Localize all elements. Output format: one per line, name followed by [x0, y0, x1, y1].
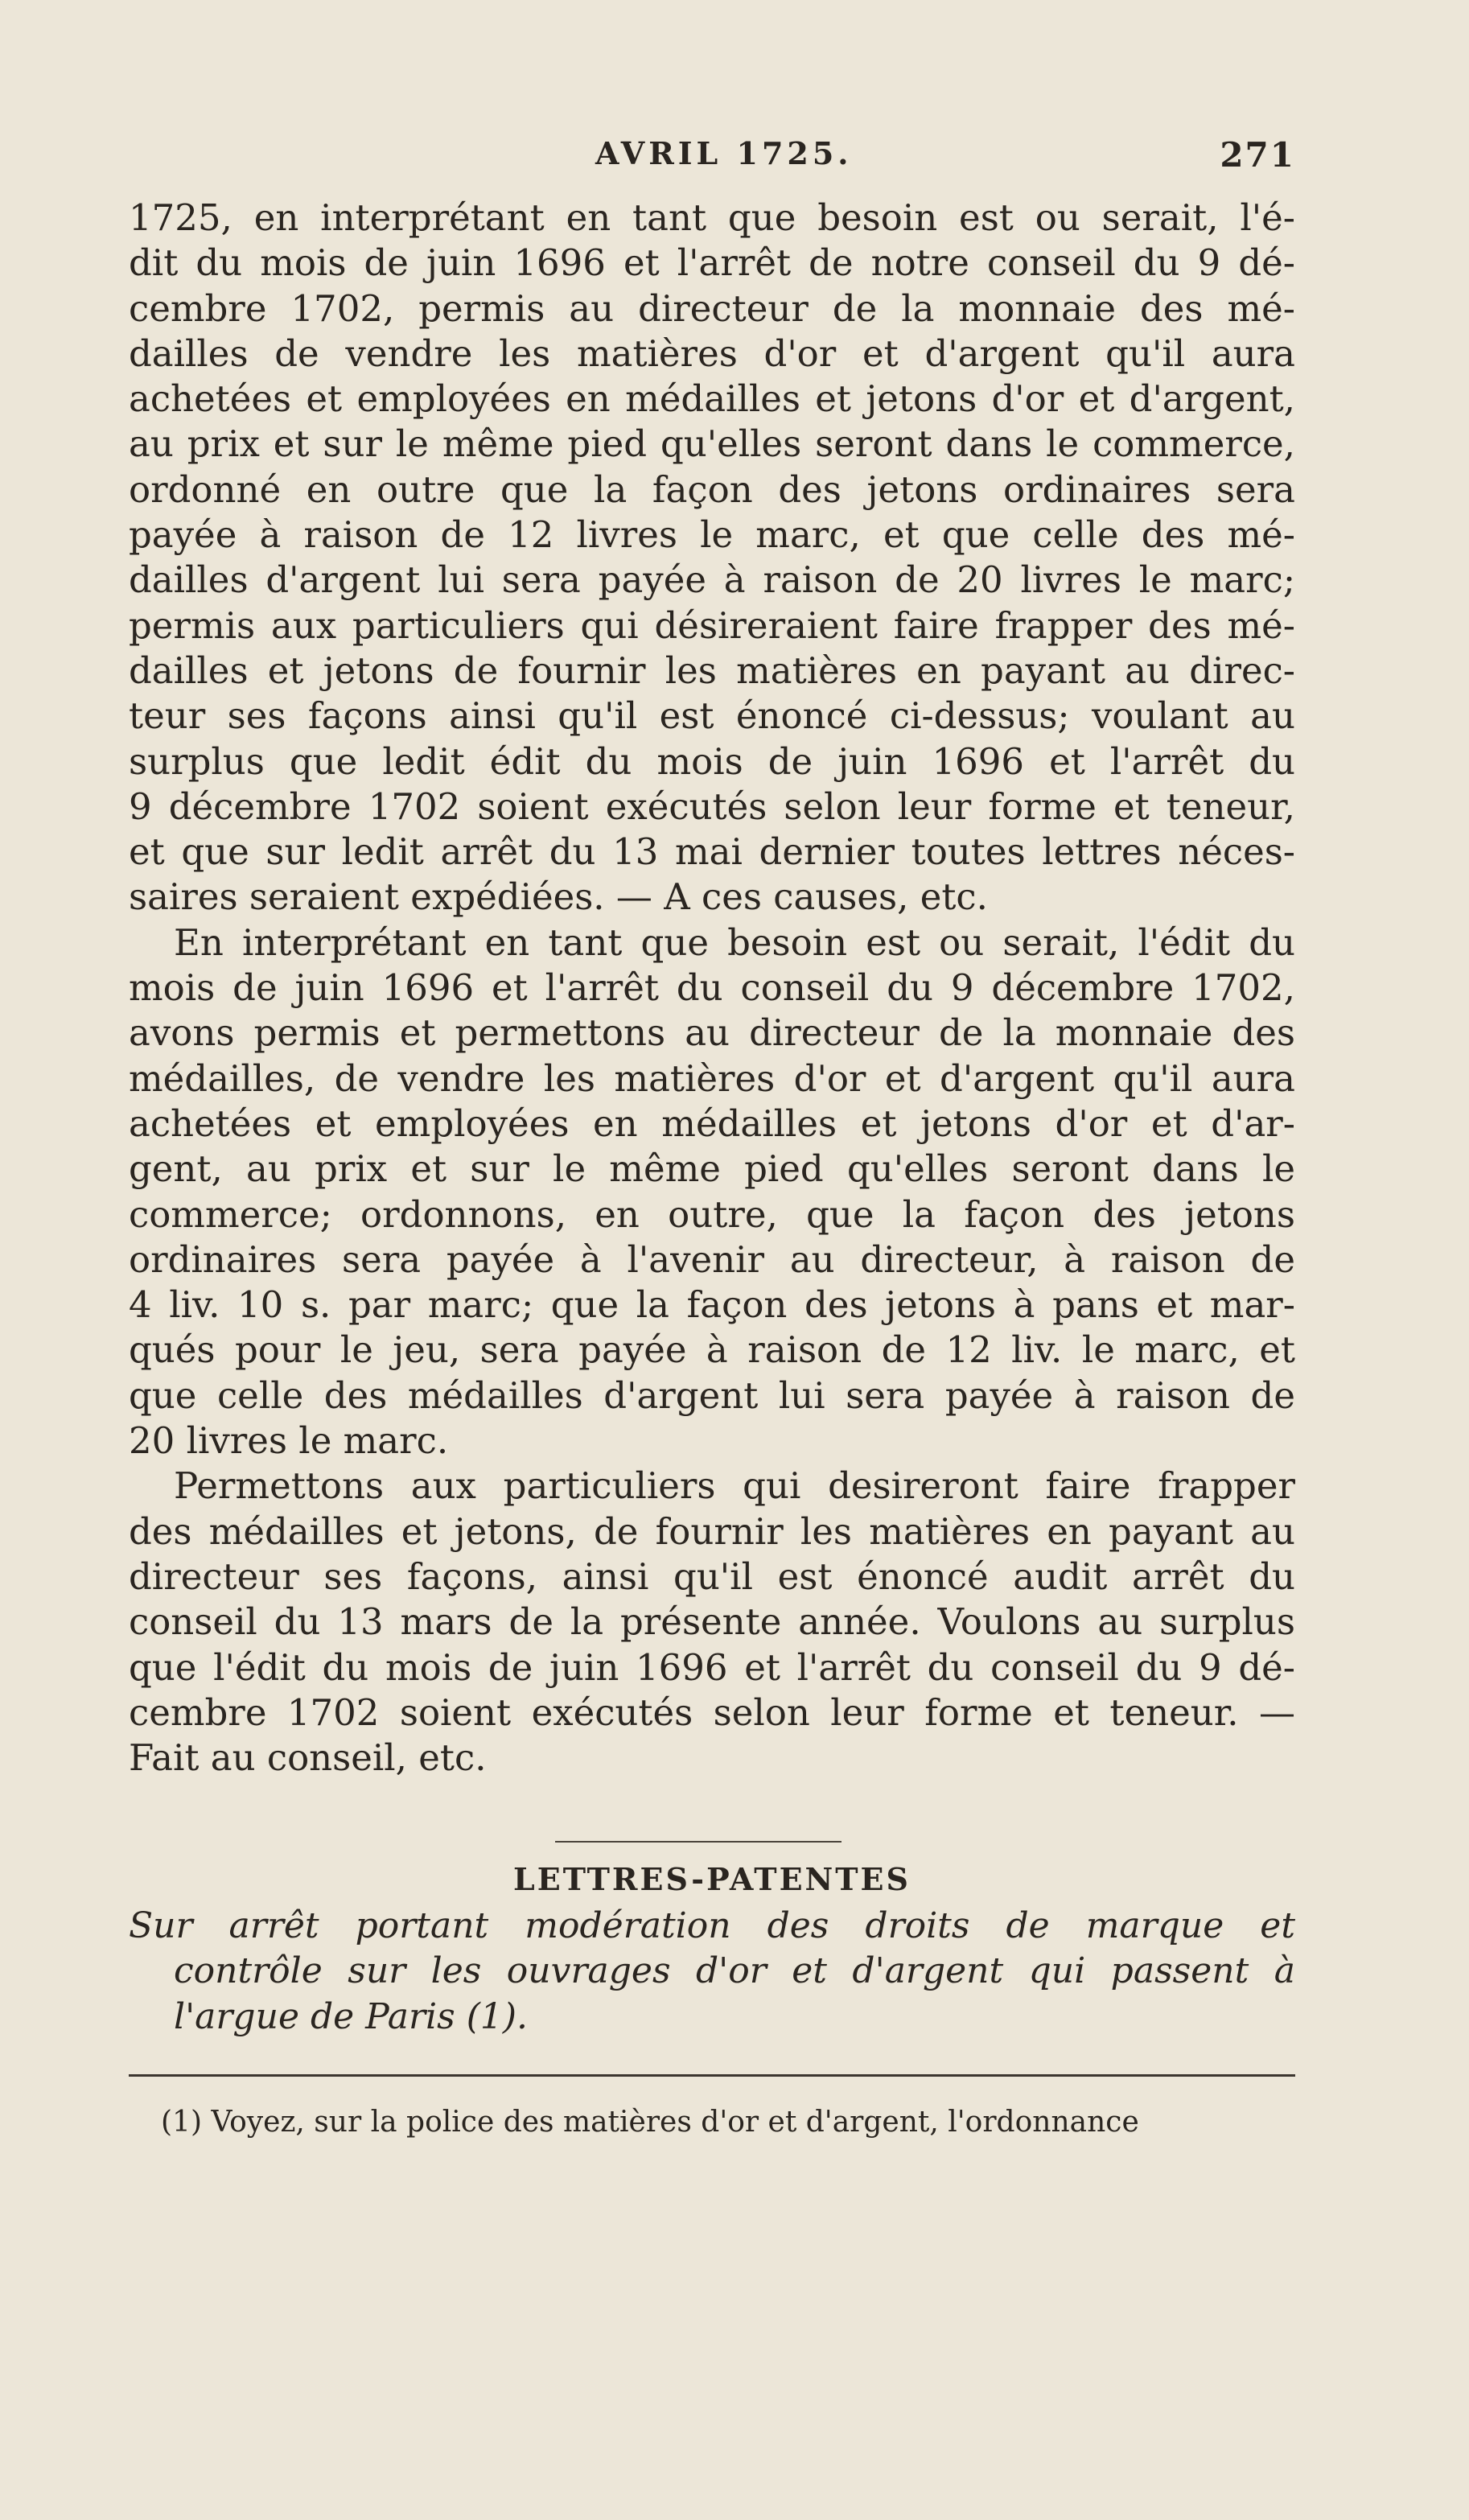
body-line: que celle des médailles d'argent lui sera payée à raison de	[129, 1373, 1295, 1417]
body-line: payée à raison de 12 livres le marc, et que celle des mé-	[129, 513, 1295, 557]
section-title: LETTRES-PATENTES	[513, 1861, 911, 1897]
section-divider	[555, 1841, 841, 1843]
body-line: des médailles et jetons, de fournir les matières en payant au	[129, 1509, 1295, 1553]
body-line: saires seraient expédiées. — A ces causes, etc.	[129, 875, 988, 919]
footnote-rule	[129, 2074, 1295, 2077]
body-line: surplus que ledit édit du mois de juin 1696 et l'arrêt du	[129, 739, 1295, 783]
body-line: teur ses façons ainsi qu'il est énoncé ci-dessus; voulant au	[129, 694, 1295, 738]
subtitle-line: contrôle sur les ouvrages d'or et d'argent qui passent à	[174, 1950, 1295, 1992]
body-line: commerce; ordonnons, en outre, que la façon des jetons	[129, 1192, 1295, 1236]
body-line: conseil du 13 mars de la présente année. Voulons au surplus	[129, 1600, 1295, 1644]
body-line: ordinaires sera payée à l'avenir au directeur, à raison de	[129, 1237, 1295, 1281]
body-line: directeur ses façons, ainsi qu'il est énoncé audit arrêt du	[129, 1554, 1295, 1598]
running-header	[129, 135, 1295, 183]
subtitle-line: l'argue de Paris (1).	[174, 1995, 528, 2037]
body-line: Fait au conseil, etc.	[129, 1736, 487, 1780]
body-text	[129, 196, 1295, 1781]
body-line: achetées et employées en médailles et jetons d'or et d'argent,	[129, 377, 1295, 421]
body-line: 20 livres le marc.	[129, 1419, 449, 1463]
body-line: que l'édit du mois de juin 1696 et l'arrêt du conseil du 9 dé-	[129, 1645, 1295, 1689]
body-line: 4 liv. 10 s. par marc; que la façon des jetons à pans et mar-	[129, 1283, 1295, 1327]
body-line: qués pour le jeu, sera payée à raison de 12 liv. le marc, et	[129, 1328, 1295, 1372]
body-line: 1725, en interprétant en tant que besoin est ou serait, l'é-	[129, 196, 1295, 239]
body-line: ordonné en outre que la façon des jetons ordinaires sera	[129, 467, 1295, 511]
body-line: gent, au prix et sur le même pied qu'elles seront dans le	[129, 1147, 1295, 1191]
body-line: avons permis et permettons au directeur de la monnaie des	[129, 1011, 1295, 1055]
body-line: permis aux particuliers qui désireraient faire frapper des mé-	[129, 603, 1295, 647]
body-line: mois de juin 1696 et l'arrêt du conseil du 9 décembre 1702,	[129, 966, 1295, 1010]
subtitle-line: Sur arrêt portant modération des droits de marque et	[129, 1905, 1295, 1946]
body-line: achetées et employées en médailles et jetons d'or et d'ar-	[129, 1101, 1295, 1145]
body-line: dailles d'argent lui sera payée à raison de 20 livres le marc;	[129, 558, 1295, 602]
header-title: AVRIL 1725.	[595, 135, 853, 171]
body-line: cembre 1702, permis au directeur de la monnaie des mé-	[129, 286, 1295, 330]
body-line: cembre 1702 soient exécutés selon leur forme et teneur. —	[129, 1690, 1295, 1734]
paragraph-start-line: Permettons aux particuliers qui desireront faire frapper	[174, 1464, 1295, 1508]
section-subtitle	[129, 1904, 1295, 2040]
body-line: au prix et sur le même pied qu'elles seront dans le commerce,	[129, 422, 1295, 466]
footnote: (1) Voyez, sur la police des matières d'or et d'argent, l'ordonnance	[161, 2106, 1139, 2139]
paragraph-start-line: En interprétant en tant que besoin est ou serait, l'édit du	[174, 920, 1295, 964]
body-line: 9 décembre 1702 soient exécutés selon leur forme et teneur,	[129, 784, 1295, 828]
body-line: dailles et jetons de fournir les matières en payant au direc-	[129, 649, 1295, 692]
body-line: médailles, de vendre les matières d'or et d'argent qu'il aura	[129, 1056, 1295, 1100]
body-line: et que sur ledit arrêt du 13 mai dernier toutes lettres néces-	[129, 830, 1295, 874]
body-line: dailles de vendre les matières d'or et d'argent qu'il aura	[129, 331, 1295, 375]
body-line: dit du mois de juin 1696 et l'arrêt de notre conseil du 9 dé-	[129, 241, 1295, 285]
page-number: 271	[1220, 135, 1295, 175]
